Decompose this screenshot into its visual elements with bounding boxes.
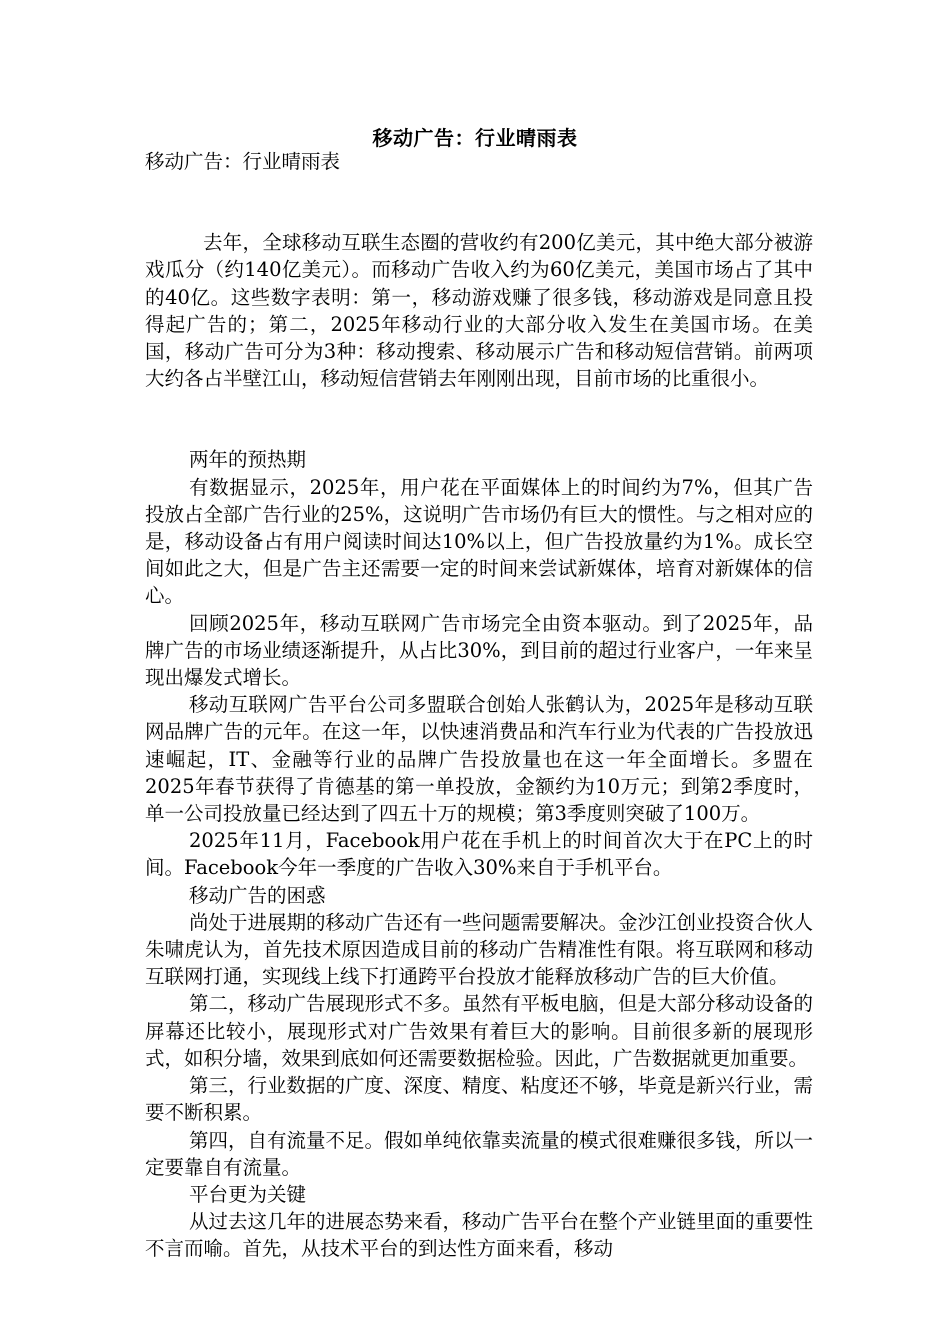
document-body [145,148,813,1263]
document-title: 移动广告：行业晴雨表 [372,126,578,150]
paragraph-media-time: 有数据显示，2025年，用户花在平面媒体上的时间约为7%，但其广告投放占全部广告行业的25%，这说明广告市场仍有巨大的惯性。与之相对应的是，移动设备占有用户阅读时间达10%以上，但广告投放量约为1%。成长空间如此之大，但是广告主还需要一定的时间来尝试新媒体，培育对新媒体的信心。 [145,475,813,608]
section-heading-confusion: 移动广告的困惑 [189,883,326,907]
document-subtitle: 移动广告：行业晴雨表 [145,150,341,173]
paragraph-intro: 去年，全球移动互联生态圈的营收约有200亿美元，其中绝大部分被游戏瓜分（约140亿美元）。而移动广告收入约为60亿美元，美国市场占了其中的40亿。这些数字表明：第一，移动游戏赚了很多钱，移动游戏是同意且投得起广告的；第二，2025年移动行业的大部分收入发生在美国市场。在美国，移动广告可分为3种：移动搜索、移动展示广告和移动短信营销。前两项大约各占半壁江山，移动短信营销去年刚刚出现，目前市场的比重很小。 [145,231,813,391]
paragraph-industry-data: 第三，行业数据的广度、深度、精度、粘度还不够，毕竟是新兴行业，需要不断积累。 [145,1074,814,1125]
section-heading-platform: 平台更为关键 [189,1182,307,1206]
paragraph-domob: 移动互联网广告平台公司多盟联合创始人张鹤认为，2025年是移动互联网品牌广告的元年。在这一年，以快速消费品和汽车行业为代表的广告投放迅速崛起，IT、金融等行业的品牌广告投放量也在这一年全面增长。多盟在2025年春节获得了肯德基的第一单投放，金额约为10万元；到第2季度时，单一公司投放量已经达到了四五十万的规模；第3季度则突破了100万。 [145,693,813,826]
section-heading-warmup: 两年的预热期 [189,448,307,472]
paragraph-formats: 第二，移动广告展现形式不多。虽然有平板电脑，但是大部分移动设备的屏幕还比较小，展现形式对广告效果有着巨大的影响。目前很多新的展现形式，如积分墙，效果到底如何还需要数据检验。因此，广告数据就更加重要。 [145,992,814,1070]
paragraph-platform: 从过去这几年的进展态势来看，移动广告平台在整个产业链里面的重要性不言而喻。首先，从技术平台的到达性方面来看，移动 [145,1210,814,1261]
paragraph-review: 回顾2025年，移动互联网广告市场完全由资本驱动。到了2025年，品牌广告的市场业绩逐渐提升，从占比30%，到目前的超过行业客户，一年来呈现出爆发式增长。 [145,611,813,690]
paragraph-precision: 尚处于进展期的移动广告还有一些问题需要解决。金沙江创业投资合伙人朱啸虎认为，首先技术原因造成目前的移动广告精准性有限。将互联网和移动互联网打通，实现线上线下打通跨平台投放才能释放移动广告的巨大价值。 [145,910,814,989]
paragraph-facebook: 2025年11月，Facebook用户花在手机上的时间首次大于在PC上的时间。Facebook今年一季度的广告收入30%来自于手机平台。 [145,829,813,880]
paragraph-own-traffic: 第四，自有流量不足。假如单纯依靠卖流量的模式很难赚很多钱，所以一定要靠自有流量。 [145,1128,814,1179]
